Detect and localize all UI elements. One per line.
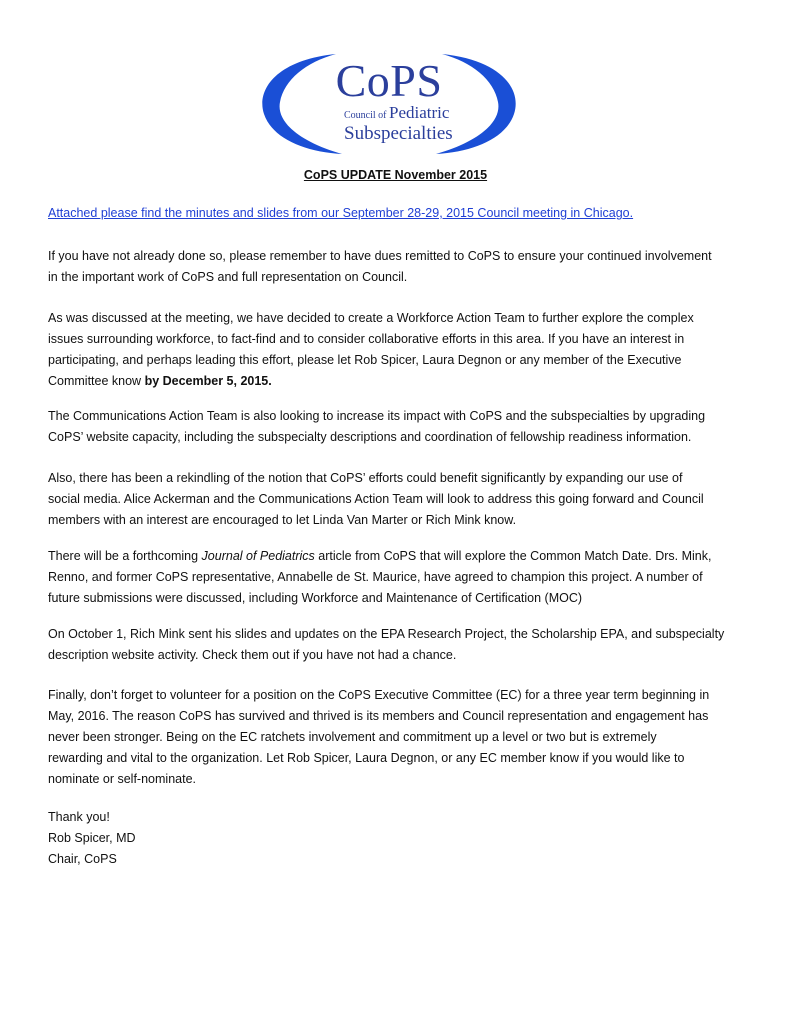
communications-paragraph <box>48 406 748 448</box>
closing-thanks: Thank you! <box>48 810 110 824</box>
workforce-paragraph <box>48 308 748 392</box>
text-line <box>48 546 748 567</box>
page-title: CoPS UPDATE November 2015 <box>303 168 488 182</box>
text-line: If you have not already done so, please remember to have dues remitted to CoPS to ensure your continued involvement <box>48 249 712 263</box>
text-line: in the important work of CoPS and full representation on Council. <box>48 270 408 284</box>
deadline-text: by December 5, 2015. <box>144 374 272 388</box>
logo-subspecialties: Subspecialties <box>344 123 453 144</box>
text-line: nominate or self-nominate. <box>48 772 196 786</box>
epa-paragraph <box>48 624 748 666</box>
text-line: never been stronger. Being on the EC ratchets involvement and commitment up a level or two but is extremely <box>48 730 657 744</box>
text-line: Finally, don’t forget to volunteer for a position on the CoPS Executive Committee (EC) for a three year term beginning in <box>48 688 710 702</box>
journal-paragraph <box>48 546 748 609</box>
text-line: Renno, and former CoPS representative, Annabelle de St. Maurice, have agreed to champion this project. A number of <box>48 570 703 584</box>
text-segment: article from CoPS that will explore the Common Match Date. Drs. Mink, <box>314 549 712 563</box>
cops-logo <box>258 50 520 156</box>
text-line: As was discussed at the meeting, we have decided to create a Workforce Action Team to further explore the complex <box>48 311 694 325</box>
journal-title: Journal of Pediatrics <box>201 549 315 563</box>
text-line: social media. Alice Ackerman and the Communications Action Team will look to address this going forward and Council <box>48 492 704 506</box>
text-line: Also, there has been a rekindling of the notion that CoPS’ efforts could benefit significantly by expanding our use of <box>48 471 683 485</box>
logo-council-of: Council of <box>344 110 387 121</box>
text-line: members with an interest are encouraged to let Linda Van Marter or Rich Mink know. <box>48 513 517 527</box>
signature-block <box>48 807 136 870</box>
closing-role: Chair, CoPS <box>48 852 117 866</box>
logo-abbreviation: CoPS <box>335 55 443 106</box>
text-line: participating, and perhaps leading this effort, please let Rob Spicer, Laura Degnon or any member of the Executive <box>48 353 682 367</box>
logo-pediatric: Pediatric <box>389 103 450 122</box>
text-line: May, 2016. The reason CoPS has survived and thrived is its members and Council representation and engagement has <box>48 709 709 723</box>
dues-paragraph <box>48 246 748 288</box>
text-line: The Communications Action Team is also looking to increase its impact with CoPS and the subspecialties by upgrading <box>48 409 706 423</box>
text-line: description website activity. Check them out if you have not had a chance. <box>48 648 457 662</box>
text-line: On October 1, Rich Mink sent his slides and updates on the EPA Research Project, the Scholarship EPA, and subspecialty <box>48 627 725 641</box>
minutes-slides-link[interactable]: Attached please find the minutes and slides from our September 28-29, 2015 Council meeting in Chicago. <box>48 206 634 220</box>
text-segment: Committee know <box>48 374 145 388</box>
text-line: CoPS’ website capacity, including the subspecialty descriptions and coordination of fellowship readiness information. <box>48 430 692 444</box>
closing-name: Rob Spicer, MD <box>48 831 136 845</box>
logo-line-1 <box>344 103 494 123</box>
text-segment: There will be a forthcoming <box>48 549 202 563</box>
text-line: rewarding and vital to the organization. Let Rob Spicer, Laura Degnon, or any EC member know if you would like to <box>48 751 685 765</box>
text-line <box>48 371 748 392</box>
social-media-paragraph <box>48 468 748 531</box>
executive-committee-paragraph <box>48 685 748 790</box>
text-line: future submissions were discussed, including Workforce and Maintenance of Certification (MOC) <box>48 591 583 605</box>
text-line: issues surrounding workforce, to fact-find and to consider collaborative efforts in this area. If you have an interest in <box>48 332 685 346</box>
